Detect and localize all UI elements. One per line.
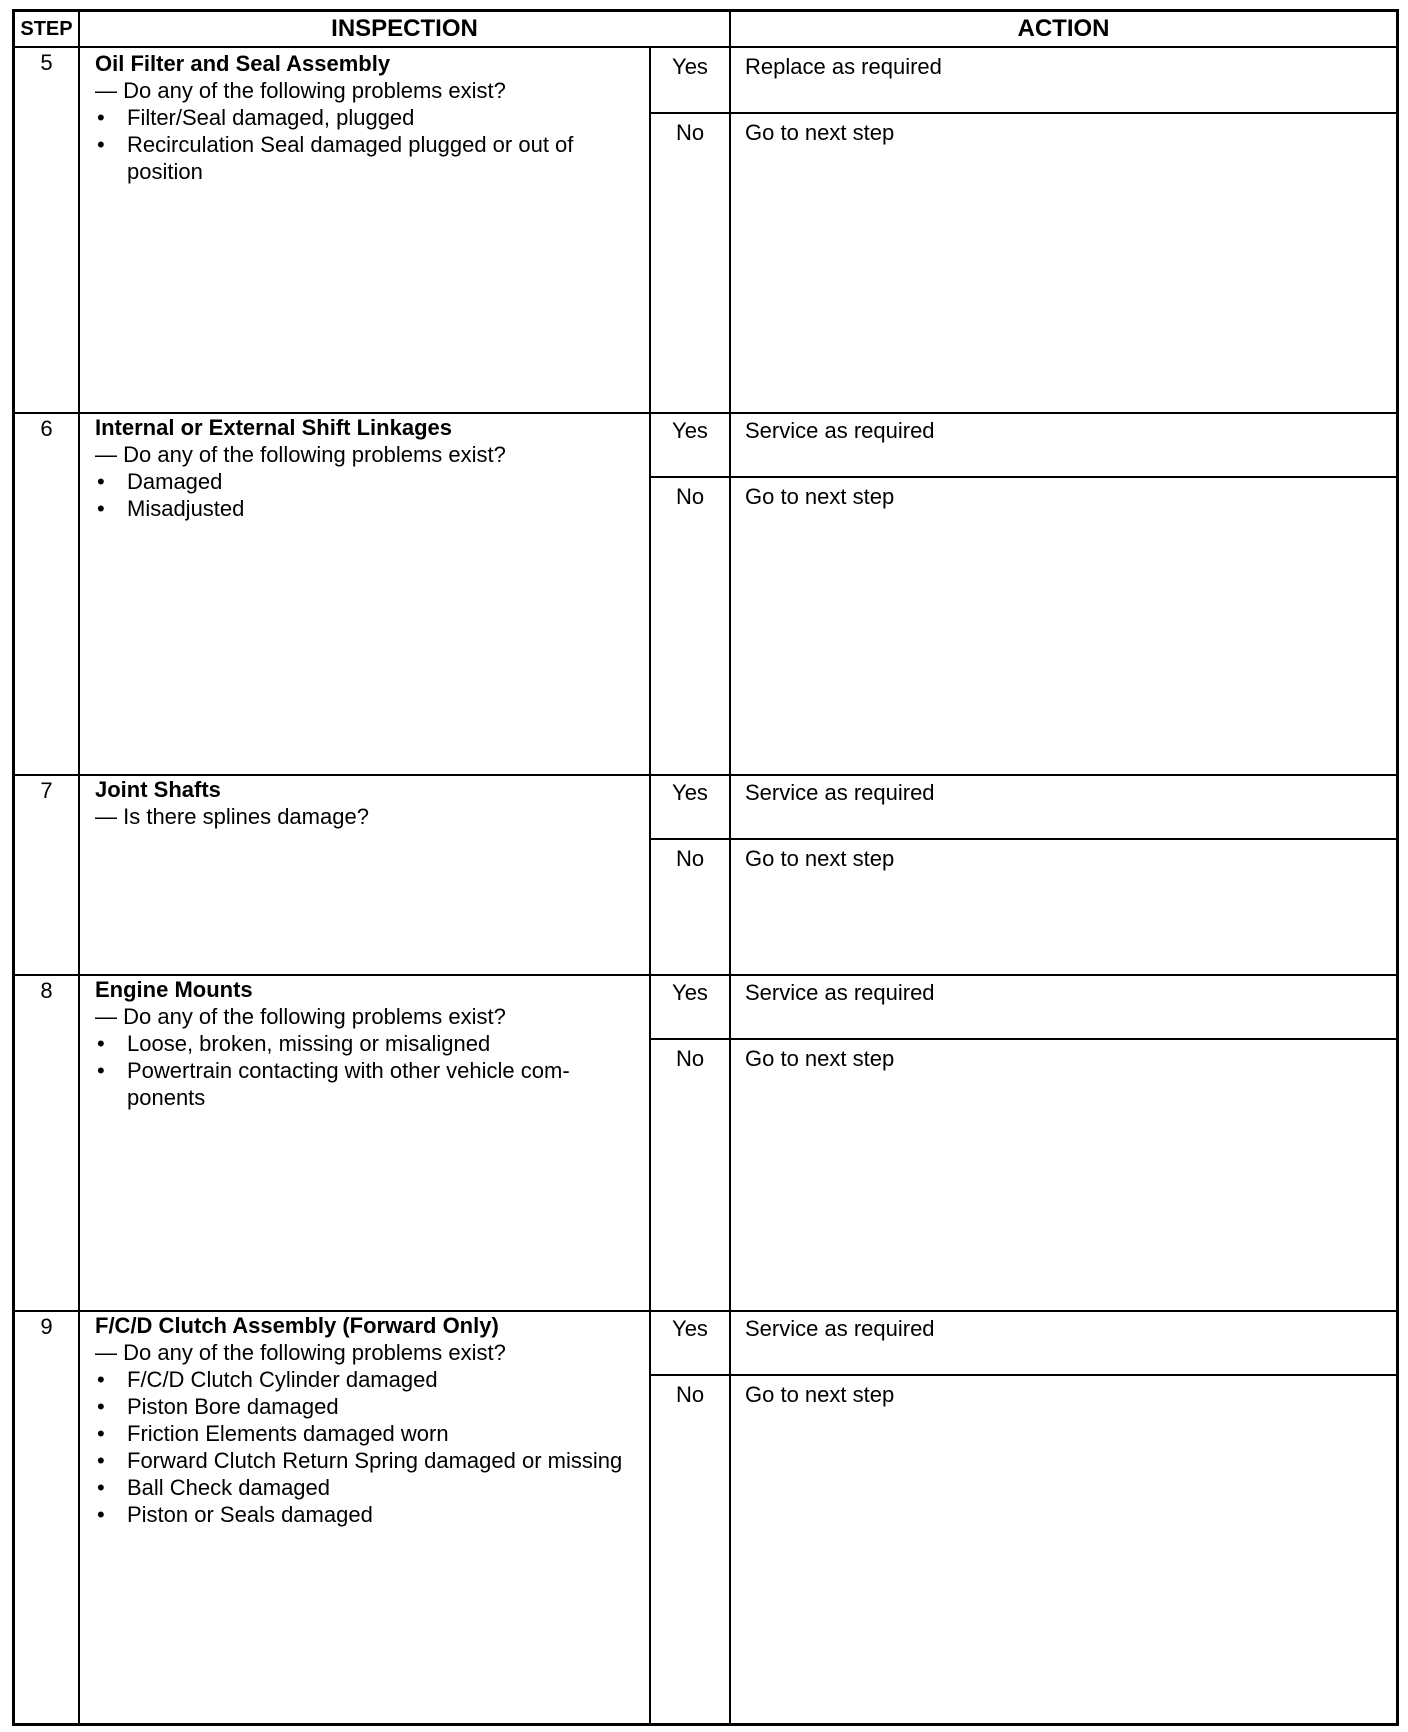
yes-no-divider [651,112,1396,114]
inspection-question: — Do any of the following problems exist? [95,442,506,467]
problem-list [95,104,635,185]
problem-item: • Forward Clutch Return Spring damaged or missing [95,1447,635,1474]
header-step: STEP [20,18,73,40]
header-action: ACTION [1017,15,1110,42]
yes-label: Yes [672,54,708,79]
inspection-title: Joint Shafts [95,777,221,802]
problem-list [95,468,635,522]
header-divider [15,46,1396,48]
inspection-question: — Is there splines damage? [95,804,369,829]
problem-item: • Damaged [95,468,635,495]
yes-action: Replace as required [745,54,942,79]
problem-item: • Recirculation Seal damaged plugged or out of position [95,131,635,185]
inspection-table [12,9,1399,1726]
yes-action: Service as required [745,780,935,805]
yes-label: Yes [672,1316,708,1341]
inspection-title: Internal or External Shift Linkages [95,415,452,440]
step-number: 8 [40,978,53,1003]
yes-action: Service as required [745,418,935,443]
yes-no-divider [651,838,1396,840]
step-number: 6 [40,416,53,441]
inspection-question: — Do any of the following problems exist? [95,1004,506,1029]
yes-no-divider [651,1374,1396,1376]
yes-no-divider [651,1038,1396,1040]
inspection-cell [95,1312,635,1528]
problem-item: • Friction Elements damaged worn [95,1420,635,1447]
yes-action: Service as required [745,1316,935,1341]
no-action: Go to next step [745,1046,895,1071]
col-divider-action [729,12,731,1723]
yes-action: Service as required [745,980,935,1005]
yes-label: Yes [672,980,708,1005]
step-number: 9 [40,1314,53,1339]
problem-item: • Piston Bore damaged [95,1393,635,1420]
no-action: Go to next step [745,484,895,509]
no-action: Go to next step [745,1382,895,1407]
no-label: No [675,1382,705,1407]
no-label: No [675,846,705,871]
problem-list [95,1030,635,1111]
no-label: No [675,484,705,509]
inspection-cell [95,50,635,185]
col-divider-step [78,12,80,1723]
yes-label: Yes [672,780,708,805]
problem-item: • Misadjusted [95,495,635,522]
step-number: 5 [40,50,53,75]
problem-item: • Loose, broken, missing or misaligned [95,1030,635,1057]
no-action: Go to next step [745,846,895,871]
inspection-question: — Do any of the following problems exist? [95,78,506,103]
problem-item: • Ball Check damaged [95,1474,635,1501]
no-label: No [675,120,705,145]
problem-item: • Filter/Seal damaged, plugged [95,104,635,131]
problem-item: • F/C/D Clutch Cylinder damaged [95,1366,635,1393]
yes-no-divider [651,476,1396,478]
problem-item: • Piston or Seals damaged [95,1501,635,1528]
inspection-cell [95,776,635,830]
inspection-title: Oil Filter and Seal Assembly [95,51,391,76]
yes-label: Yes [672,418,708,443]
step-number: 7 [40,778,53,803]
inspection-question: — Do any of the following problems exist? [95,1340,506,1365]
header-inspection: INSPECTION [331,15,478,42]
problem-list [95,1366,635,1528]
inspection-title: Engine Mounts [95,977,253,1002]
inspection-cell [95,414,635,522]
no-label: No [675,1046,705,1071]
inspection-cell [95,976,635,1111]
problem-item: • Powertrain contacting with other vehicle com-ponents [95,1057,635,1111]
col-divider-yesno [649,46,651,1723]
inspection-title: F/C/D Clutch Assembly (Forward Only) [95,1313,499,1338]
no-action: Go to next step [745,120,895,145]
